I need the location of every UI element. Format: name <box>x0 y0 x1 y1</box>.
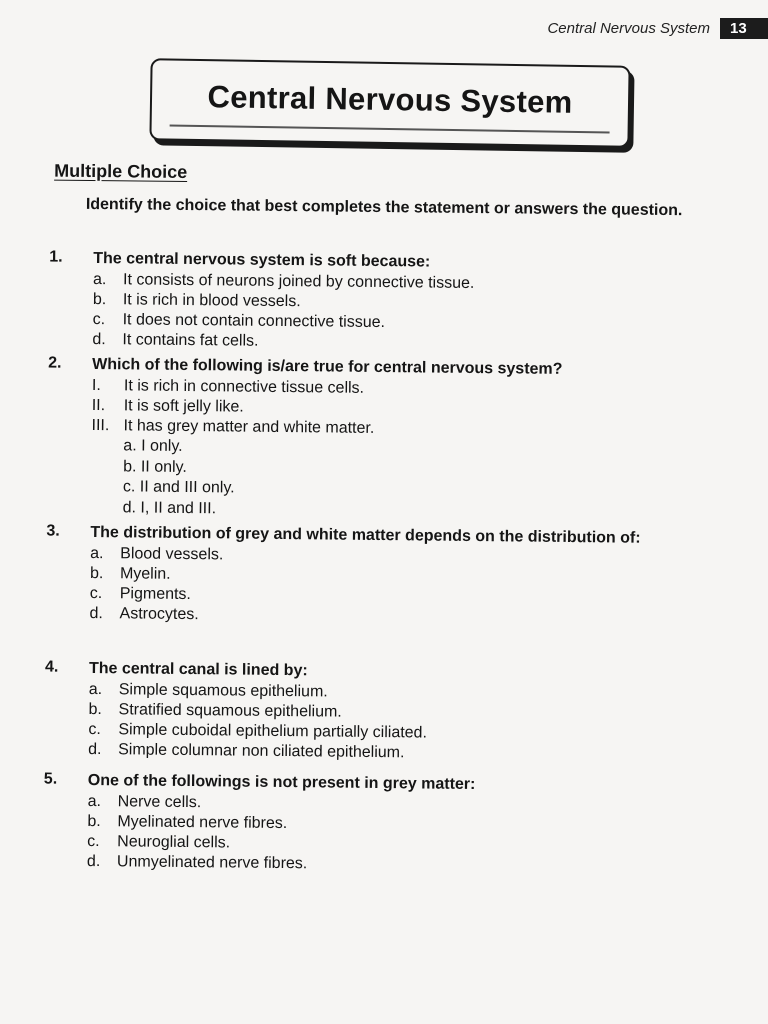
option-letter: b. <box>92 290 107 309</box>
option-letter: a. <box>90 544 104 563</box>
question-5 <box>43 771 714 879</box>
option-text: Stratified squamous epithelium. <box>118 701 342 721</box>
option-letter: c. <box>88 720 101 739</box>
statement-text: It is soft jelly like. <box>123 397 244 416</box>
statement-numeral: I. <box>91 376 101 395</box>
question-number: 3. <box>46 522 60 540</box>
option-list <box>89 544 716 631</box>
question-1 <box>48 249 719 357</box>
question-text: The distribution of grey and white matter depends on the distribution of: <box>90 523 641 547</box>
option-letter: d. <box>92 330 106 349</box>
running-header <box>547 18 768 39</box>
option-list <box>88 680 715 767</box>
option-text: It is rich in blood vessels. <box>122 291 301 311</box>
option-letter: c. <box>89 584 103 603</box>
option-text: Unmyelinated nerve fibres. <box>116 853 308 873</box>
option-letter: d. <box>88 740 102 759</box>
instructions: Identify the choice that best completes the statement or answers the question. <box>85 195 683 220</box>
statement-text: It has grey matter and white matter. <box>123 417 375 437</box>
question-number: 4. <box>44 658 59 676</box>
option-text: Astrocytes. <box>119 605 199 624</box>
question-text: The central nervous system is soft because: <box>93 249 431 271</box>
option-text: Simple columnar non ciliated epithelium. <box>118 741 405 762</box>
section-heading: Multiple Choice <box>54 160 188 182</box>
option-letter: c. <box>87 832 100 851</box>
option-d: d. I, II and III. <box>122 498 217 517</box>
option-a: a. I only. <box>123 437 183 455</box>
option-text: Nerve cells. <box>117 793 202 812</box>
chapter-title-box <box>149 58 630 148</box>
option-list <box>87 792 714 879</box>
question-3 <box>45 523 716 631</box>
option-list <box>123 436 718 524</box>
page-number: 13 <box>720 18 768 39</box>
question-text: Which of the following is/are true for central nervous system? <box>92 355 563 378</box>
option-text: Blood vessels. <box>120 545 224 564</box>
statement-text: It is rich in connective tissue cells. <box>123 377 365 397</box>
option-letter: a. <box>87 792 102 811</box>
question-number: 1. <box>49 248 63 266</box>
option-letter: a. <box>88 680 103 699</box>
title-underline <box>170 125 610 134</box>
option-text: Myelin. <box>119 565 171 583</box>
option-letter: a. <box>92 270 107 289</box>
question-text: The central canal is lined by: <box>88 659 308 680</box>
statement-list <box>91 376 718 443</box>
option-text: Pigments. <box>119 585 192 604</box>
option-text: Myelinated nerve fibres. <box>117 813 288 833</box>
question-2 <box>47 355 719 525</box>
option-letter: b. <box>89 564 104 583</box>
option-text: Simple cuboidal epithelium partially ciliated. <box>118 721 428 742</box>
statement-numeral: III. <box>91 416 110 435</box>
option-text: It consists of neurons joined by connective tissue. <box>122 271 475 292</box>
question-number: 5. <box>43 770 58 788</box>
statement-numeral: II. <box>91 396 106 415</box>
option-text: Neuroglial cells. <box>117 833 231 852</box>
running-header-title: Central Nervous System <box>547 20 710 37</box>
question-number: 2. <box>48 354 62 372</box>
option-letter: d. <box>86 852 101 871</box>
option-text: Simple squamous epithelium. <box>118 681 328 701</box>
option-letter: d. <box>89 604 104 623</box>
chapter-title: Central Nervous System <box>207 79 573 120</box>
question-text: One of the followings is not present in grey matter: <box>87 771 476 794</box>
option-text: It does not contain connective tissue. <box>122 311 386 332</box>
option-letter: b. <box>88 700 103 719</box>
option-list <box>92 270 719 357</box>
question-4 <box>44 659 715 767</box>
option-letter: b. <box>87 812 101 831</box>
option-b: b. II only. <box>123 457 187 476</box>
option-text: It contains fat cells. <box>122 331 259 350</box>
option-letter: c. <box>92 310 106 329</box>
option-c: c. II and III only. <box>122 478 235 497</box>
